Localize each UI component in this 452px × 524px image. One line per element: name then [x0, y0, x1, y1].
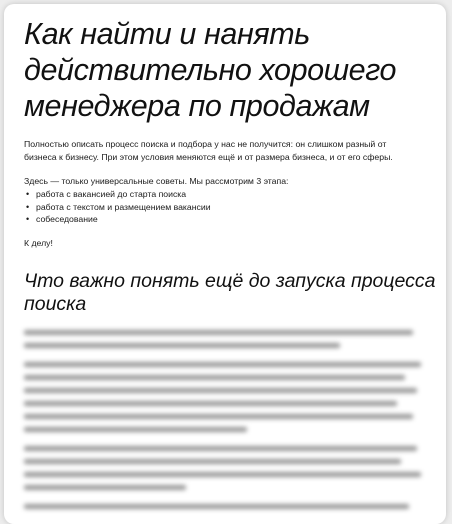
section-heading [24, 269, 436, 316]
blurred-line [24, 427, 247, 432]
article-title-line: менеджера по продажам [24, 89, 370, 123]
blurred-line [24, 388, 417, 393]
intro-line: Полностью описать процесс поиска и подбора у нас не получится: он слишком разный от [24, 139, 387, 149]
intro-line: бизнеса к бизнесу. При этом условия меняются ещё и от размера бизнеса, и от его сферы. [24, 152, 393, 162]
blurred-line [24, 362, 421, 367]
steps-intro: Здесь — только универсальные советы. Мы рассмотрим 3 этапа: [24, 176, 289, 186]
steps-list [24, 188, 429, 226]
blurred-paragraph [24, 362, 429, 432]
article-content [24, 16, 436, 523]
intro-paragraph [24, 138, 429, 164]
article-title [24, 16, 429, 124]
list-item: • работа с вакансией до старта поиска [36, 188, 429, 201]
cta-text: К делу! [24, 237, 53, 248]
section-heading-line: поиска [24, 292, 87, 315]
blurred-paragraph [24, 330, 429, 348]
blurred-line [24, 330, 413, 335]
blurred-text-area [24, 330, 429, 509]
article-title-line: действительно хорошего [24, 53, 397, 87]
blurred-line [24, 343, 340, 348]
blurred-line [24, 414, 413, 419]
blurred-line [24, 375, 405, 380]
blurred-line [24, 472, 421, 477]
list-item: • работа с текстом и размещением вакансии [36, 201, 429, 214]
blurred-line [24, 485, 186, 490]
list-item: • собеседование [36, 213, 429, 226]
section-heading-line: Что важно понять ещё до запуска процесса [24, 269, 436, 292]
article-card [4, 4, 446, 524]
article-title-line: Как найти и нанять [24, 17, 310, 51]
blurred-line [24, 459, 401, 464]
blurred-line [24, 401, 397, 406]
blurred-paragraph [24, 446, 429, 490]
blurred-line [24, 446, 417, 451]
